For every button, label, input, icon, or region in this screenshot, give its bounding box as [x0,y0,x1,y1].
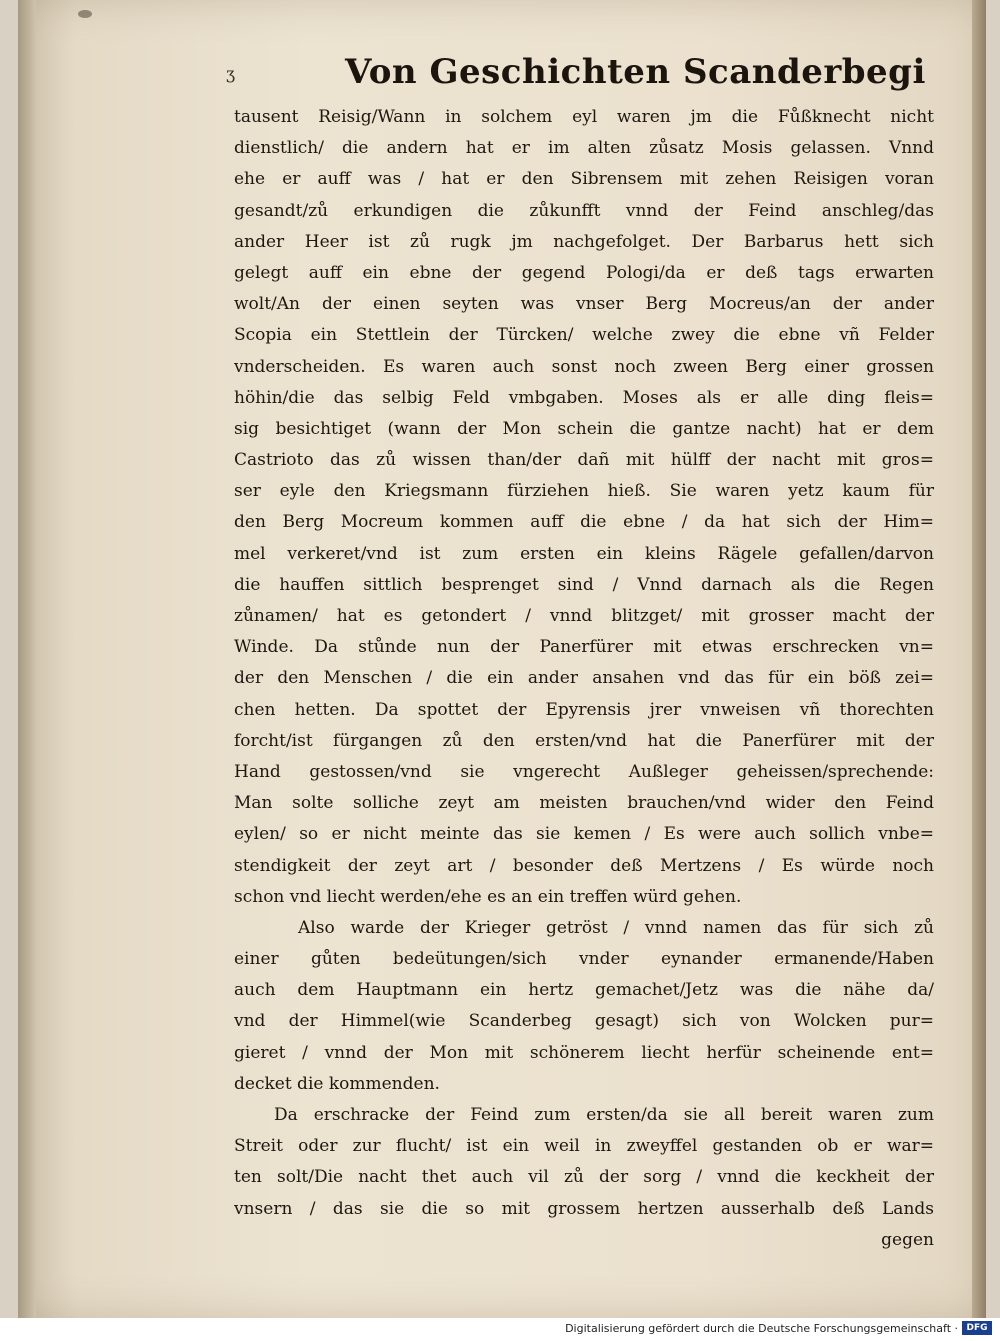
text-line: mel verkeret/vnd ist zum ersten ein kleins Rägele gefallen/darvon [234,543,934,564]
text-line: den Berg Mocreum kommen auff die ebne / da hat sich der Him= [234,512,934,533]
text-line: sig besichtiget (wann der Mon schein die gantze nacht) hat er dem [234,418,934,439]
text-line: gieret / vnnd der Mon mit schönerem liecht herfür scheinende ent= [234,1042,934,1063]
text-line: forcht/ist fürgangen zů den ersten/vnd hat die Panerfürer mit der [234,730,934,751]
text-line: auch dem Hauptmann ein hertz gemachet/Jetz was die nähe da/ [234,980,934,1001]
footer-credit: Digitalisierung gefördert durch die Deutsche Forschungsgemeinschaft · [565,1322,958,1335]
text-line: Man solte solliche zeyt am meisten brauchen/vnd wider den Feind [234,793,934,814]
text-line: vnsern / das sie die so mit grossem hertzen ausserhalb deß Lands [234,1198,934,1219]
text-line: decket die kommenden. [234,1073,440,1094]
text-line: ten solt/Die nacht thet auch vil zů der sorg / vnnd die keckheit der [234,1167,934,1188]
page-edge [972,0,986,1318]
running-head: Von Geschichten Scanderbegi [345,52,926,92]
text-line: Winde. Da stůnde nun der Panerfürer mit etwas erschrecken vn= [234,637,934,658]
text-line: eylen/ so er nicht meinte das sie kemen / Es were auch sollich vnbe= [234,824,934,845]
text-line: gelegt auff ein ebne der gegend Pologi/da er deß tags erwarten [234,262,934,283]
text-line: Da erschracke der Feind zum ersten/da sie all bereit waren zum [274,1105,934,1125]
text-line: vnd der Himmel(wie Scanderbeg gesagt) sich von Wolcken pur= [234,1011,934,1032]
text-line: Hand gestossen/vnd sie vngerecht Außleger geheissen/sprechende: [234,761,934,782]
text-line: vnderscheiden. Es waren auch sonst noch zween Berg einer grossen [234,356,934,377]
text-line: chen hetten. Da spottet der Epyrensis jrer vnweisen vñ thorechten [234,699,934,720]
page-gutter [18,0,36,1318]
text-line: gegen [881,1229,934,1250]
text-line: ehe er auff was / hat er den Sibrensem mit zehen Reisigen voran [234,169,934,190]
text-line: gesandt/zů erkundigen die zůkunfft vnnd der Feind anschleg/das [234,200,934,221]
text-line: ser eyle den Kriegsmann fürziehen hieß. Sie waren yetz kaum für [234,481,934,502]
text-line: die hauffen sittlich besprenget sind / Vnnd darnach als die Regen [234,574,934,595]
page-number: ʒ [226,64,236,83]
body-text [234,102,934,1256]
text-line: Streit oder zur flucht/ ist ein weil in zweyffel gestanden ob er war= [234,1136,934,1157]
dfg-logo: DFG [962,1321,992,1335]
text-line: einer gůten bedeütungen/sich vnder eynander ermanende/Haben [234,949,934,970]
text-line: tausent Reisig/Wann in solchem eyl waren jm die Fůßknecht nicht [234,107,934,127]
text-line: stendigkeit der zeyt art / besonder deß Mertzens / Es würde noch [234,855,934,876]
text-line: der den Menschen / die ein ander ansahen vnd das für ein böß zei= [234,668,934,689]
ink-stain [78,10,92,18]
text-line: Also warde der Krieger getröst / vnnd namen das für sich zů [298,917,934,938]
text-line: wolt/An der einen seyten was vnser Berg Mocreus/an der ander [234,294,934,315]
text-line: zůnamen/ hat es getondert / vnnd blitzget/ mit grosser macht der [234,606,934,626]
text-line: ander Heer ist zů rugk jm nachgefolget. Der Barbarus hett sich [234,231,934,252]
text-line: schon vnd liecht werden/ehe es an ein treffen würd gehen. [234,886,742,907]
text-line: höhin/die das selbig Feld vmbgaben. Moses als er alle ding fleis= [234,387,934,408]
text-line: Castrioto das zů wissen than/der dañ mit hülff der nacht mit gros= [234,450,934,471]
text-line: dienstlich/ die andern hat er im alten zůsatz Mosis gelassen. Vnnd [234,138,934,159]
text-line: Scopia ein Stettlein der Türcken/ welche zwey die ebne vñ Felder [234,325,934,346]
